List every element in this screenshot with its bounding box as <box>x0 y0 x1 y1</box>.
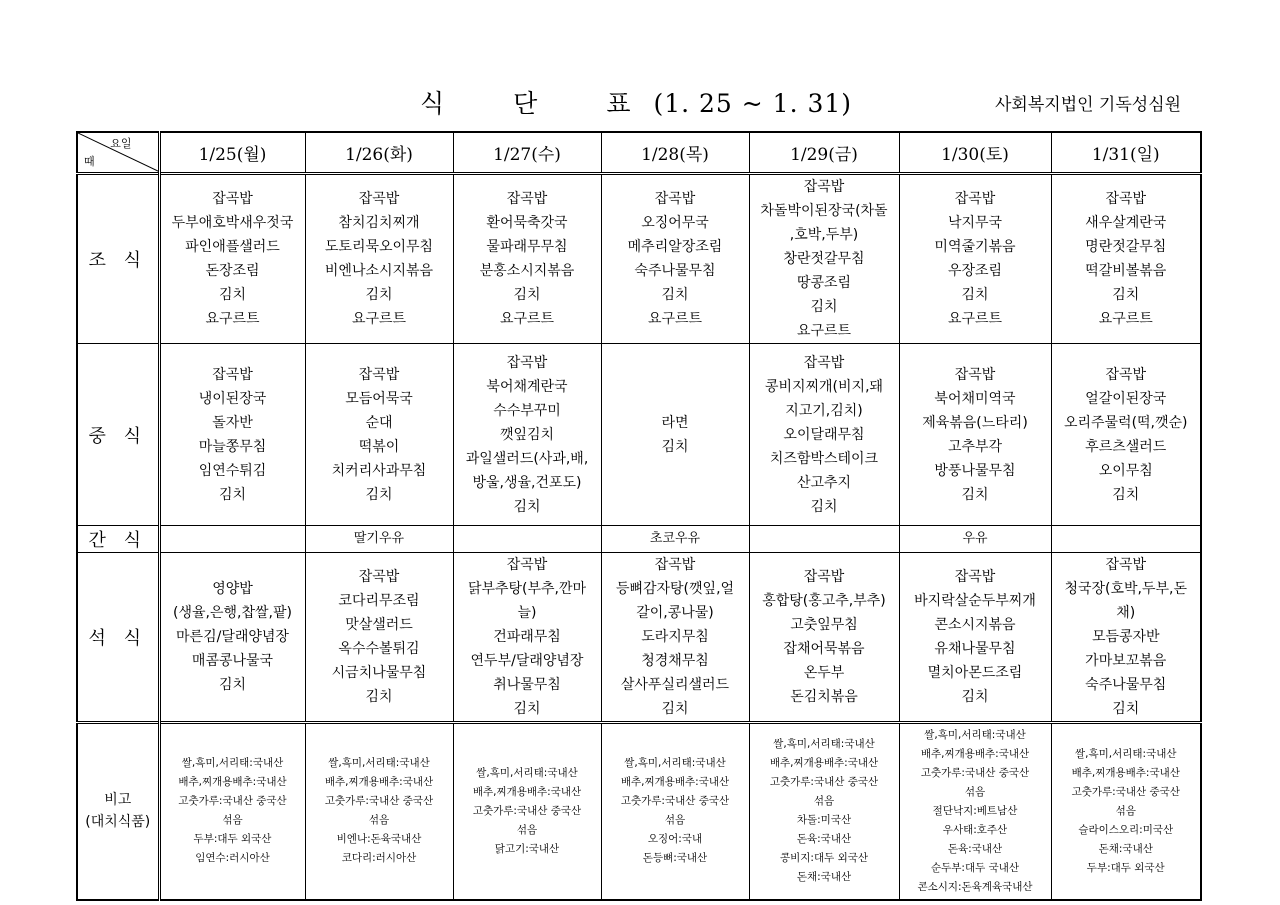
menu-item: 잡곡밥 <box>212 191 253 207</box>
menu-item: 김치 <box>961 486 989 503</box>
breakfast-cell <box>1051 174 1201 344</box>
menu-item: 잡곡밥 <box>1105 366 1147 383</box>
menu-item: 멸치아몬드조림 <box>927 665 1023 681</box>
menu-item: 요구르트 <box>499 311 555 327</box>
menu-item: 김치 <box>1112 701 1140 717</box>
day-header: 1/26(화) <box>305 132 453 174</box>
breakfast-cell <box>453 174 601 344</box>
menu-item: 오이무침 <box>1098 462 1153 479</box>
menu-item: 김치 <box>365 689 393 705</box>
remarks-cell <box>1051 723 1201 900</box>
menu-item: 김치 <box>1112 486 1140 503</box>
remark-line: 고춧가루:국내산 중국산 <box>1071 785 1180 798</box>
remark-line: 섞음 <box>222 814 243 827</box>
dinner-cell <box>453 553 601 723</box>
dinner-cell <box>749 553 899 723</box>
menu-item: 요구르트 <box>647 311 703 327</box>
remarks-label-line1: 비고 <box>104 792 132 809</box>
menu-item: 잡곡밥 <box>803 569 845 585</box>
breakfast-row <box>77 174 1201 344</box>
corner-day-label: 요일 <box>110 137 132 150</box>
remark-line: 돈육:국내산 <box>796 833 852 846</box>
menu-item: 방풍나물무침 <box>934 462 1016 479</box>
menu-item: 요구르트 <box>1098 311 1153 327</box>
remarks-cell <box>899 723 1051 900</box>
menu-item: 잡곡밥 <box>358 191 400 207</box>
menu-item: 콩비지찌개(비지,돼 <box>764 378 884 395</box>
menu-item: 명란젓갈무침 <box>1085 239 1167 255</box>
menu-item: 영양밥 <box>212 581 253 597</box>
remark-line: 돈채:국내산 <box>1098 842 1153 855</box>
menu-item: 살사푸실리샐러드 <box>620 677 730 693</box>
corner-meal-label: 때 <box>84 155 95 168</box>
remark-line: 배추,찌개용배추:국내산 <box>769 757 879 770</box>
menu-item: 냉이된장국 <box>198 390 267 407</box>
menu-item: 시금치나물무침 <box>331 665 427 681</box>
menu-item: 환어묵축갓국 <box>486 215 568 231</box>
menu-item: 김치 <box>961 689 989 705</box>
menu-item: 잡곡밥 <box>506 557 548 573</box>
menu-item: 마늘쫑무침 <box>198 438 267 455</box>
remarks-cell <box>749 723 899 900</box>
menu-item: 김치 <box>661 701 689 717</box>
menu-item: 요구르트 <box>947 311 1003 327</box>
dinner-cell <box>601 553 749 723</box>
menu-item: 수수부꾸미 <box>493 402 561 419</box>
menu-item: 잡곡밥 <box>954 366 996 383</box>
lunch-cell <box>899 344 1051 526</box>
menu-item: 고추부각 <box>947 438 1003 455</box>
menu-item: 잡곡밥 <box>654 191 696 207</box>
menu-item: 잡곡밥 <box>212 366 253 383</box>
snack-row <box>77 526 1201 553</box>
menu-item: (생율,은행,찹쌀,팥) <box>173 605 292 621</box>
menu-item: 땅콩조림 <box>796 275 852 291</box>
menu-item: 제육볶음(느타리) <box>922 414 1028 431</box>
menu-item: 떡갈비볼볶음 <box>1085 263 1167 279</box>
menu-item: 과일샐러드(사과,배, <box>465 450 589 467</box>
menu-item: 새우살계란국 <box>1085 215 1167 231</box>
header-row <box>77 132 1201 174</box>
lunch-cell <box>601 344 749 526</box>
remark-line: 쌀,흑미,서리태:국내산 <box>1075 747 1177 760</box>
menu-item: 치커리사과무침 <box>331 462 427 479</box>
menu-item: 김치 <box>961 287 989 303</box>
remark-line: 오징어:국내 <box>647 833 703 846</box>
menu-item: 차돌박이된장국(차돌 <box>760 203 888 219</box>
dinner-cell <box>899 553 1051 723</box>
menu-item: 김치 <box>218 486 247 503</box>
remark-line: 배추,찌개용배추:국내산 <box>324 776 434 789</box>
menu-item: 북어채계란국 <box>486 378 568 395</box>
remark-line: 두부:대두 외국산 <box>1086 861 1165 874</box>
menu-item: 등뼈감자탕(깻잎,얼 <box>615 581 735 597</box>
menu-item: 치즈함박스테이크 <box>769 450 879 467</box>
remark-line: 절단낙지:베트남산 <box>932 804 1018 817</box>
remarks-row <box>77 723 1201 900</box>
day-header: 1/27(수) <box>453 132 601 174</box>
remark-line: 배추,찌개용배추:국내산 <box>920 747 1030 760</box>
menu-item: 두부애호박새우젓국 <box>171 215 294 231</box>
snack-cell: 우유 <box>899 526 1051 553</box>
menu-item: 물파래무무침 <box>486 239 568 255</box>
menu-item: 김치 <box>513 498 541 515</box>
menu-item: 콘소시지볶음 <box>934 617 1016 633</box>
remark-line: 고춧가루:국내산 중국산 <box>769 776 879 789</box>
menu-item: 김치 <box>661 438 689 455</box>
menu-item: 잡곡밥 <box>506 354 548 371</box>
snack-cell: 딸기우유 <box>305 526 453 553</box>
menu-item: 도라지무침 <box>641 629 709 645</box>
menu-item: 연두부/달래양념장 <box>470 653 584 669</box>
menu-item: 잡곡밥 <box>506 191 548 207</box>
menu-item: 분홍소시지볶음 <box>479 263 575 279</box>
menu-item: 임연수튀김 <box>198 462 267 479</box>
menu-item: 가마보꼬볶음 <box>1085 653 1167 669</box>
breakfast-cell <box>899 174 1051 344</box>
breakfast-cell <box>749 174 899 344</box>
lunch-label: 중 식 <box>77 344 159 526</box>
menu-item: 잡채어묵볶음 <box>783 641 865 657</box>
menu-item: 돌자반 <box>212 414 253 431</box>
snack-cell: 초코우유 <box>601 526 749 553</box>
remark-line: 콩비지:대두 외국산 <box>779 852 869 865</box>
menu-item: 김치 <box>365 287 393 303</box>
day-header: 1/30(토) <box>899 132 1051 174</box>
menu-item: 바지락살순두부찌개 <box>914 593 1036 609</box>
menu-item: 늘) <box>517 605 537 621</box>
remark-line: 임연수:러시아산 <box>195 852 270 865</box>
menu-item: 잡곡밥 <box>954 569 996 585</box>
menu-item: 모듬콩자반 <box>1091 629 1160 645</box>
menu-item: 청경채무침 <box>641 653 709 669</box>
snack-label: 간 식 <box>77 526 159 553</box>
menu-item: 옥수수볼튀김 <box>338 641 420 657</box>
menu-item: 메추리알장조림 <box>627 239 723 255</box>
menu-item: 김치 <box>218 287 247 303</box>
menu-item: 김치 <box>810 498 838 515</box>
menu-item: 맛살샐러드 <box>345 617 413 633</box>
menu-item: ,호박,두부) <box>789 227 859 243</box>
lunch-cell <box>305 344 453 526</box>
remark-line: 배추,찌개용배추:국내산 <box>620 776 730 789</box>
dinner-cell <box>1051 553 1201 723</box>
menu-item: 비엔나소시지볶음 <box>324 263 434 279</box>
menu-item: 얼갈이된장국 <box>1085 390 1167 407</box>
remark-line: 돈육:국내산 <box>947 842 1003 855</box>
menu-item: 파인애플샐러드 <box>185 239 280 255</box>
organization-name: 사회복지법인 기독성심원 <box>995 95 1182 115</box>
menu-item: 마른김/달래양념장 <box>176 629 289 645</box>
day-header: 1/29(금) <box>749 132 899 174</box>
menu-item: 떡볶이 <box>358 438 400 455</box>
menu-item: 채) <box>1116 605 1136 621</box>
menu-item: 북어채미역국 <box>934 390 1016 407</box>
menu-item: 요구르트 <box>351 311 407 327</box>
menu-item: 김치 <box>661 287 689 303</box>
remark-line: 배추,찌개용배추:국내산 <box>1071 766 1180 779</box>
remark-line: 쌀,흑미,서리태:국내산 <box>773 738 875 751</box>
menu-item: 취나물무침 <box>493 677 561 693</box>
menu-item: 순대 <box>365 414 393 431</box>
menu-item: 지고기,김치) <box>785 402 863 419</box>
day-header: 1/31(일) <box>1051 132 1201 174</box>
dinner-cell <box>305 553 453 723</box>
remark-line: 고춧가루:국내산 중국산 <box>472 804 582 817</box>
remark-line: 섞음 <box>516 823 538 836</box>
menu-item: 청국장(호박,두부,돈 <box>1064 581 1188 597</box>
snack-cell <box>749 526 899 553</box>
corner-cell <box>77 132 159 174</box>
remark-line: 고춧가루:국내산 중국산 <box>178 795 287 808</box>
title-char-2: 단 <box>513 89 539 118</box>
menu-item: 온두부 <box>803 665 845 681</box>
lunch-cell <box>1051 344 1201 526</box>
menu-item: 깻잎김치 <box>499 426 555 443</box>
remark-line: 고춧가루:국내산 중국산 <box>920 766 1030 779</box>
breakfast-cell <box>601 174 749 344</box>
menu-table <box>76 131 1202 901</box>
menu-item: 잡곡밥 <box>1105 557 1147 573</box>
menu-item: 도토리묵오이무침 <box>324 239 434 255</box>
menu-item: 산고추지 <box>796 474 852 491</box>
menu-item: 후르츠샐러드 <box>1085 438 1167 455</box>
remark-line: 섞음 <box>664 814 686 827</box>
menu-item: 잡곡밥 <box>803 179 845 195</box>
menu-item: 숙주나물무침 <box>634 263 716 279</box>
menu-item: 잡곡밥 <box>358 366 400 383</box>
dinner-cell <box>159 553 305 723</box>
menu-item: 유채나물무침 <box>934 641 1016 657</box>
menu-item: 건파래무침 <box>493 629 561 645</box>
day-header: 1/28(목) <box>601 132 749 174</box>
title-date-range: (1. 25 ~ 1. 31) <box>653 89 853 118</box>
dinner-row <box>77 553 1201 723</box>
remarks-cell <box>159 723 305 900</box>
menu-item: 오이달래무침 <box>783 426 865 443</box>
remark-line: 우사태:호주산 <box>942 823 1008 836</box>
menu-item: 홍합탕(홍고추,부추) <box>762 593 886 609</box>
remark-line: 쌀,흑미,서리태:국내산 <box>328 757 430 770</box>
breakfast-cell <box>159 174 305 344</box>
remark-line: 고춧가루:국내산 중국산 <box>324 795 434 808</box>
menu-item: 김치 <box>1112 287 1140 303</box>
menu-item: 라면 <box>661 414 689 431</box>
remark-line: 비엔나:돈육국내산 <box>336 833 422 846</box>
menu-item: 낙지무국 <box>947 215 1003 231</box>
menu-item: 참치김치찌개 <box>338 215 420 231</box>
menu-item: 미역줄기볶음 <box>934 239 1016 255</box>
remark-line: 차돌:미국산 <box>796 814 852 827</box>
lunch-cell <box>159 344 305 526</box>
menu-item: 오징어무국 <box>641 215 709 231</box>
remarks-cell <box>453 723 601 900</box>
remark-line: 섞음 <box>368 814 390 827</box>
remark-line: 쌀,흑미,서리태:국내산 <box>924 728 1026 741</box>
menu-item: 돈김치볶음 <box>790 689 858 705</box>
remark-line: 순두부:대두 국내산 <box>930 861 1020 874</box>
remark-line: 콘소시지:돈육계육국내산 <box>917 880 1033 893</box>
menu-item: 우장조림 <box>947 263 1003 279</box>
menu-item: 요구르트 <box>796 323 852 339</box>
menu-item: 잡곡밥 <box>654 557 696 573</box>
lunch-cell <box>749 344 899 526</box>
breakfast-label: 조 식 <box>77 174 159 344</box>
title-char-3: 표 <box>606 89 632 118</box>
day-header: 1/25(월) <box>159 132 305 174</box>
menu-item: 잡곡밥 <box>358 569 400 585</box>
menu-item: 갈이,콩나물) <box>636 605 714 621</box>
remark-line: 쌀,흑미,서리태:국내산 <box>624 757 726 770</box>
menu-item: 요구르트 <box>205 311 260 327</box>
remark-line: 배추,찌개용배추:국내산 <box>472 785 582 798</box>
remark-line: 섞음 <box>813 795 835 808</box>
remark-line: 쌀,흑미,서리태:국내산 <box>181 757 284 770</box>
menu-item: 오리주물럭(떡,깻순) <box>1063 414 1188 431</box>
remark-line: 닭고기:국내산 <box>494 842 560 855</box>
remark-line: 배추,찌개용배추:국내산 <box>178 776 287 789</box>
remarks-label <box>77 723 159 900</box>
remark-line: 코다리:러시아산 <box>341 852 417 865</box>
breakfast-cell <box>305 174 453 344</box>
snack-cell <box>1051 526 1201 553</box>
menu-item: 잡곡밥 <box>803 354 845 371</box>
snack-cell <box>453 526 601 553</box>
menu-item: 창란젓갈무침 <box>783 251 865 267</box>
remark-line: 고춧가루:국내산 중국산 <box>620 795 730 808</box>
menu-item: 잡곡밥 <box>954 191 996 207</box>
snack-cell <box>159 526 305 553</box>
menu-item: 김치 <box>365 486 393 503</box>
remark-line: 섞음 <box>964 785 986 798</box>
menu-item: 방울,생율,건포도) <box>472 474 582 491</box>
menu-item: 닭부추탕(부추,깐마 <box>467 581 587 597</box>
menu-item: 돈장조림 <box>205 263 260 279</box>
lunch-row <box>77 344 1201 526</box>
remark-line: 두부:대두 외국산 <box>193 833 272 846</box>
remark-line: 돈등뼈:국내산 <box>642 852 708 865</box>
remark-line: 돈채:국내산 <box>796 871 852 884</box>
page-title <box>420 84 852 120</box>
menu-item: 김치 <box>810 299 838 315</box>
menu-item: 잡곡밥 <box>1105 191 1147 207</box>
menu-item: 김치 <box>513 701 541 717</box>
menu-item: 매콤콩나물국 <box>191 653 274 669</box>
dinner-label: 석 식 <box>77 553 159 723</box>
menu-item: 모듬어묵국 <box>345 390 413 407</box>
menu-item: 고춧잎무침 <box>790 617 858 633</box>
lunch-cell <box>453 344 601 526</box>
remarks-cell <box>305 723 453 900</box>
menu-item: 김치 <box>218 677 247 693</box>
remark-line: 쌀,흑미,서리태:국내산 <box>476 766 578 779</box>
remark-line: 슬라이스오리:미국산 <box>1078 823 1174 836</box>
remarks-label-line2: (대치식품) <box>85 814 151 831</box>
menu-item: 코다리무조림 <box>338 593 420 609</box>
menu-item: 숙주나물무침 <box>1085 677 1167 693</box>
title-char-1: 식 <box>420 89 446 118</box>
remarks-cell <box>601 723 749 900</box>
menu-item: 김치 <box>513 287 541 303</box>
remark-line: 섞음 <box>1115 804 1136 817</box>
